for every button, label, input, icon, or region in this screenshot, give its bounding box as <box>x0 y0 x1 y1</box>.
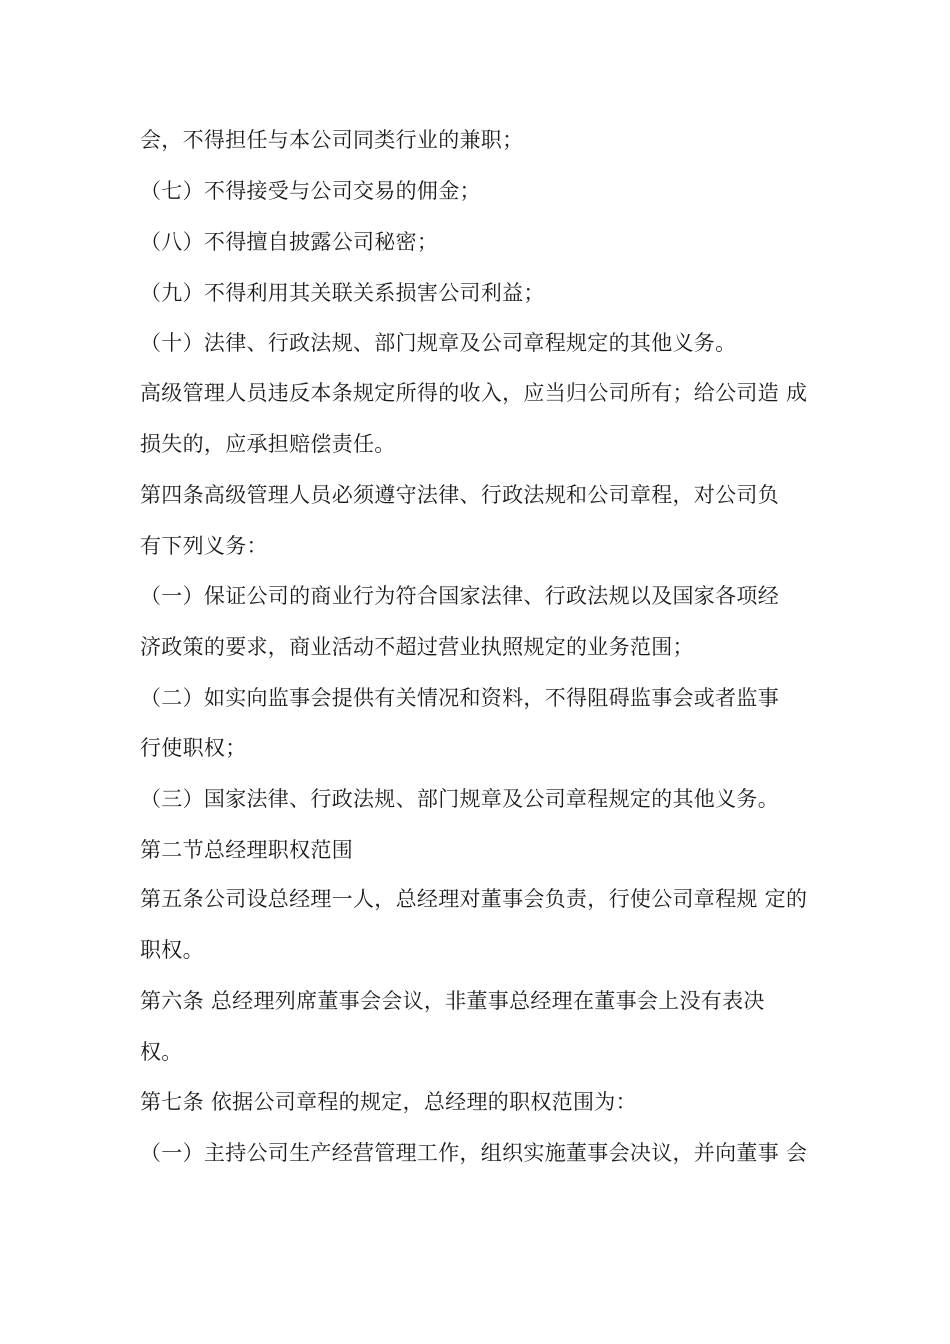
text-line: 损失的，应承担赔偿责任。 <box>140 432 396 456</box>
text-line: 第五条公司设总经理一人，总经理对董事会负责，行使公司章程规 定的 <box>140 887 808 911</box>
text-line: 第六条 总经理列席董事会会议，非董事总经理在董事会上没有表决 <box>140 989 765 1013</box>
text-line: 行使职权； <box>140 736 247 760</box>
text-line: （十）法律、行政法规、部门规章及公司章程规定的其他义务。 <box>140 331 737 355</box>
text-line: 第四条高级管理人员必须遵守法律、行政法规和公司章程，对公司负 <box>140 483 779 507</box>
text-line: （二）如实向监事会提供有关情况和资料，不得阻碍监事会或者监事 <box>140 686 779 710</box>
text-line: （八）不得擅自披露公司秘密； <box>140 230 439 254</box>
text-line: （九）不得利用其关联关系损害公司利益； <box>140 281 545 305</box>
text-line: （七）不得接受与公司交易的佣金； <box>140 179 481 203</box>
text-line: （三）国家法律、行政法规、部门规章及公司章程规定的其他义务。 <box>140 787 779 811</box>
text-line: 会，不得担任与本公司同类行业的兼职； <box>140 128 524 152</box>
text-line: 高级管理人员违反本条规定所得的收入，应当归公司所有；给公司造 成 <box>140 381 808 405</box>
text-line: 有下列义务： <box>140 534 268 558</box>
text-line: 权。 <box>140 1040 183 1064</box>
text-line: （一）保证公司的商业行为符合国家法律、行政法规以及国家各项经 <box>140 584 779 608</box>
text-line: 第七条 依据公司章程的规定，总经理的职权范围为： <box>140 1090 637 1114</box>
text-line: （一）主持公司生产经营管理工作，组织实施董事会决议，并向董事 会 <box>140 1141 808 1165</box>
text-line: 职权。 <box>140 938 204 962</box>
text-line: 济政策的要求，商业活动不超过营业执照规定的业务范围； <box>140 635 694 659</box>
section-heading: 第二节总经理职权范围 <box>140 838 353 862</box>
